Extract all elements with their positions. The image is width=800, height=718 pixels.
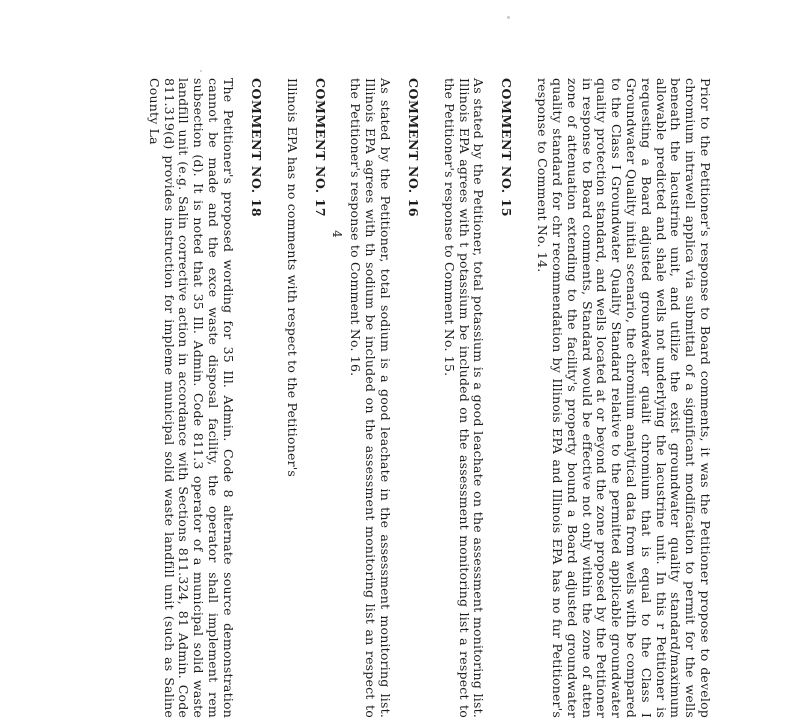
comment-16-text: As stated by the Petitioner, total sodium is a good leachate in the assessment monitoring list. Illinois EPA agrees with th sodium be included on the assessment monitoring list an respect to the Petitioner's response to Comment No. 16. bbox=[348, 78, 394, 718]
intro-paragraph: Prior to the Petitioner's response to Board comments, it was the Petitioner propose to develop chromium intrawell applica via submittal of a significant modification to permit for the wells beneath the lacustrine unit, and utilize the exist groundwater quality standard/maximum allowable predicted and shale wells not underlying the lacustrine unit. In this r Petitioner is requesting a Board adjusted groundwater qualit chromium that is equal to the Class I Groundwater Quality initial scenario, the chromium analytical data from wells with be compared to the Class I Groundwater Quality Standard relative to the permitted applicable groundwater quality protection standard, and wells located at or beyond the zone proposed by the Petitioner in response to Board comments, Standard would be effective not only within the zone of atten zone of attenuation extending to the facility's property bound a Board adjusted groundwater quality standard for chr recommendation by Illinois EPA and Illinois EPA has no fur Petitioner's response to Comment No. 14. bbox=[535, 78, 713, 718]
scan-speck bbox=[507, 16, 510, 19]
comment-17-heading: COMMENT NO. 17 bbox=[312, 78, 328, 218]
document-body bbox=[146, 78, 712, 718]
comment-15-heading: COMMENT NO. 15 bbox=[499, 78, 515, 218]
comment-18-heading: COMMENT NO. 18 bbox=[248, 78, 264, 218]
comment-17-text: Illinois EPA has no comments with respect to the Petitioner's bbox=[284, 78, 300, 477]
comment-18-text: The Petitioner's proposed wording for 35 Ill. Admin. Code 8 alternate source demonstration cannot be made and the exce waste disposal facility, the operator shall implement rem subsection (d). It is noted that 35 Ill. Admin. Code 811.3 operator of a municipal solid waste landfill unit (e.g. Salin corrective action in accordance with Sections 811.324, 81 Admin. Code 811.319(d) provides instruction for impleme municipal solid waste landfill unit (such as Saline County La bbox=[146, 78, 236, 718]
comment-16-heading: COMMENT NO. 16 bbox=[406, 78, 422, 218]
comment-15-text: As stated by the Petitioner, total potassium is a good leachate on the assessment monitoring list. Illinois EPA agrees with t potassium be included on the assessment monitoring list a respect to the Petitioner's response to Comment No. 15. bbox=[441, 78, 487, 718]
scan-speck bbox=[200, 70, 202, 72]
page-number: 4 bbox=[330, 230, 344, 238]
